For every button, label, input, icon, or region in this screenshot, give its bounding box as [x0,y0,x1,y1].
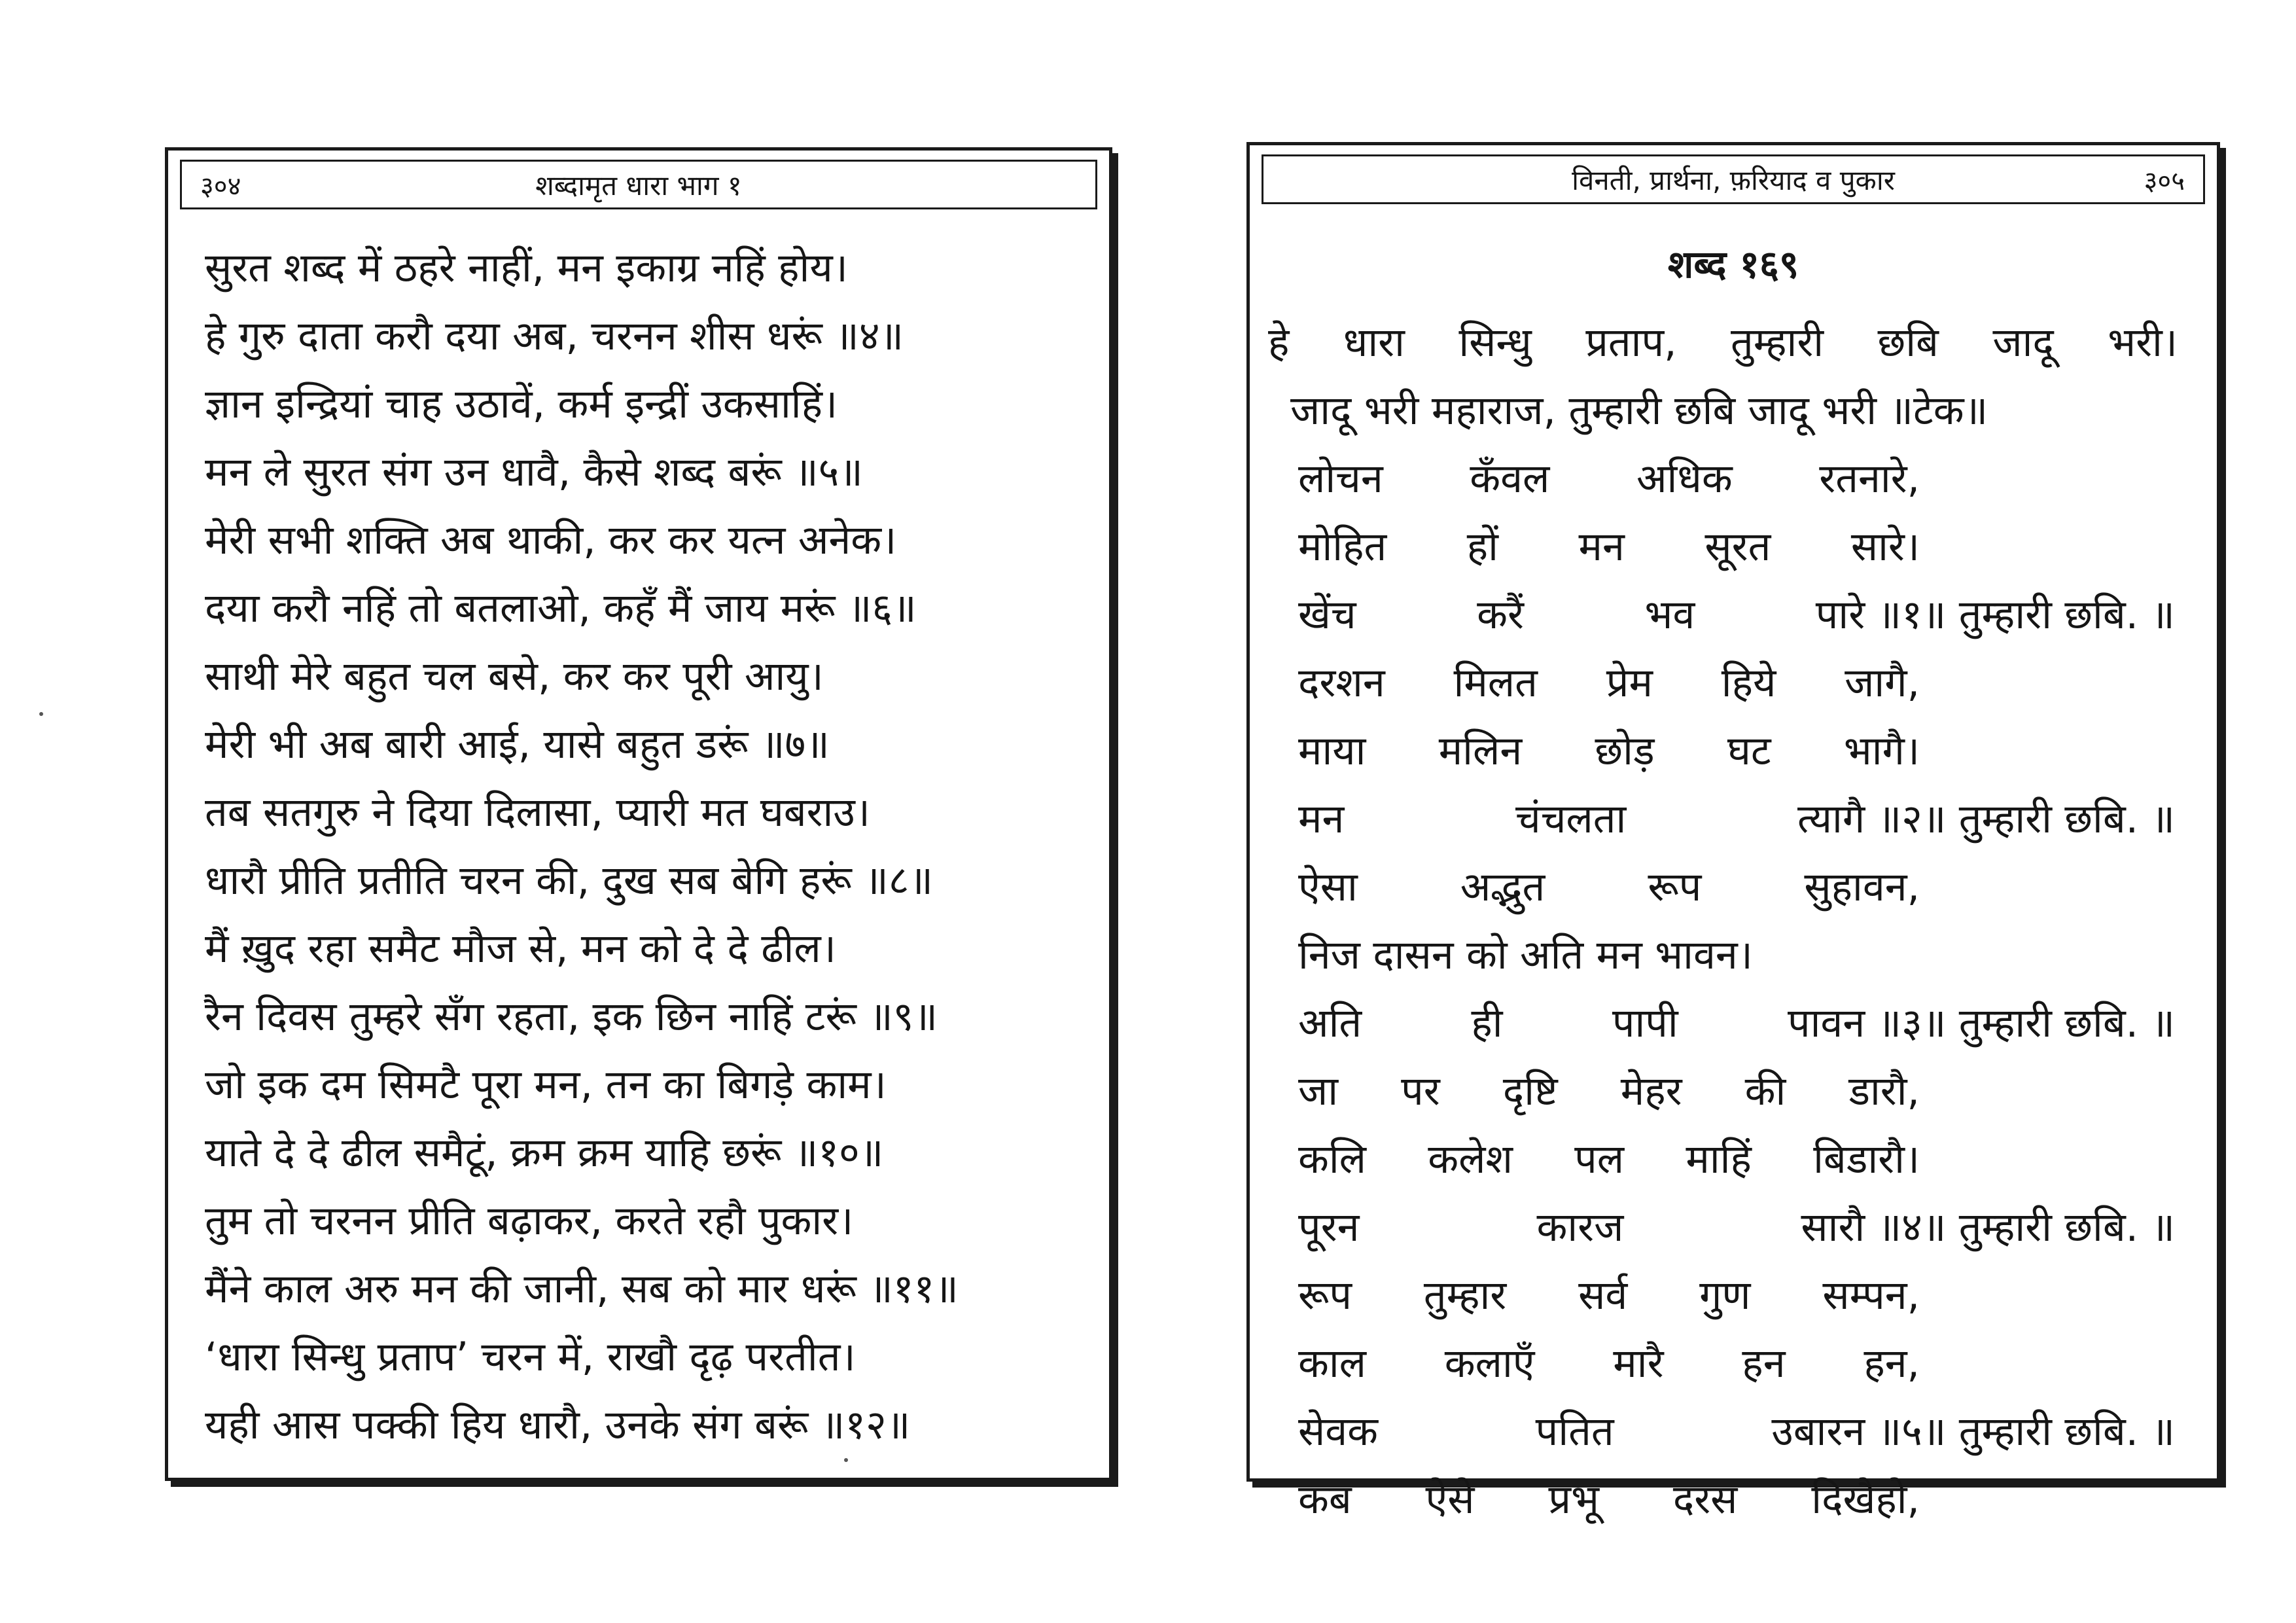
verse-word: सिन्धु [1458,319,1532,366]
verse-word: डारौ, [1848,1068,1920,1115]
verse-line [1298,717,1920,785]
verse-word: पूरन [1298,1204,1360,1251]
verse-word: जादू [1992,319,2054,366]
verse-line: हे गुरु दाता करौ दया अब, चरनन शीस धरूं ॥४॥ [205,313,904,359]
verse-line [1298,853,1920,921]
verse-word: छबि [1877,319,1939,366]
verse-word: तुम्हार [1423,1272,1507,1319]
verse-line [1298,513,1920,581]
verse-word: कब [1298,1476,1352,1523]
verse-line: मन ले सुरत संग उन धावै, कैसे शब्द बरूं ॥५॥ [205,449,863,495]
verse-word: अधिक [1636,455,1733,502]
verse-line [1298,1058,1920,1126]
verse-word: सारौ ॥४॥ तुम्हारी छबि. ॥ [1801,1204,2175,1251]
verse-line: मेरी भी अब बारी आई, यासे बहुत डरूं ॥७॥ [205,721,830,768]
verse-text [1268,309,2197,1534]
verse-word: मारै [1613,1340,1664,1387]
verse-word: सारे। [1850,524,1920,570]
verse-word: पल [1574,1136,1625,1183]
running-title: विनती, प्रार्थना, फ़रियाद व पुकार [1572,164,1895,196]
verse-word: मेहर [1620,1068,1682,1115]
page-number: ३०४ [200,171,241,202]
verse-line [1298,445,1920,513]
verse-word: रूप [1298,1272,1352,1319]
verse-word: कारज [1536,1204,1624,1251]
verse-word: प्रेम [1606,660,1653,706]
verse-word: गुण [1699,1272,1751,1319]
verse-word: सर्व [1578,1272,1628,1319]
verse-word: निज दासन को अति मन भावन। [1298,932,1753,978]
verse-line: सुरत शब्द में ठहरे नाहीं, मन इकाग्र नहिं होय। [205,245,848,291]
verse-line: तब सतगुरु ने दिया दिलासा, प्यारी मत घबराउ। [205,789,870,836]
verse-line: ज्ञान इन्द्रियां चाह उठावें, कर्म इन्द्रीं उकसाहिं। [205,381,838,427]
verse-word: मोहित [1298,524,1387,570]
verse-line [1268,309,2178,377]
verse-word: धारा [1343,319,1405,366]
verse-line [1298,990,2175,1058]
verse-line [1298,1466,1920,1534]
verse-word: पर [1401,1068,1440,1115]
hymn-heading: शब्द १६९ [1667,242,1799,287]
verse-word: भागै। [1843,728,1920,774]
verse-word: हन [1742,1340,1786,1387]
verse-word: त्यागै ॥२॥ तुम्हारी छबि. ॥ [1797,796,2175,842]
verse-word: सेवक [1298,1408,1379,1455]
scan-speck [39,712,43,716]
verse-word: उबारन ॥५॥ तुम्हारी छबि. ॥ [1771,1408,2175,1455]
right-page [1246,142,2220,1523]
verse-word: ऐसे [1425,1476,1475,1523]
verse-word: बिडारौ। [1813,1136,1920,1183]
verse-word: दरशन [1298,660,1385,706]
verse-word: दिखैहो, [1811,1476,1920,1523]
verse-word: मन [1298,796,1345,842]
verse-word: दरस [1672,1476,1738,1523]
verse-word: छोड़ [1595,728,1655,774]
verse-line: यही आस पक्की हिय धारौ, उनके संग बरूं ॥१२॥ [205,1402,911,1448]
verse-word: घट [1727,728,1771,774]
verse-line [1298,785,2175,853]
verse-word: रूप [1648,864,1702,910]
verse-word: हन, [1863,1340,1920,1387]
verse-word: रतनारे, [1819,455,1920,502]
verse-word: मलिन [1438,728,1523,774]
verse-line: ‘धारा सिन्धु प्रताप’ चरन में, राखौ दृढ़ परतीत। [205,1334,856,1380]
verse-line: साथी मेरे बहुत चल बसे, कर कर पूरी आयु। [205,653,824,700]
page-number: ३०५ [2144,166,2185,196]
verse-line: मैं ख़ुद रहा समैट मौज से, मन को दे दे ढील। [205,925,836,972]
verse-word: जागै, [1845,660,1920,706]
verse-word: सूरत [1704,524,1771,570]
verse-line [1298,581,2175,649]
verse-line [1298,1262,1920,1330]
verse-word: पतित [1535,1408,1614,1455]
verse-word: भव [1644,592,1695,638]
verse-word: सम्पन, [1822,1272,1920,1319]
verse-line: धारौ प्रीति प्रतीति चरन की, दुख सब बेगि हरूं ॥८॥ [205,857,933,904]
verse-word: तुम्हारी [1730,319,1824,366]
verse-word: सुहावन, [1804,864,1920,910]
scan-speck [844,1458,848,1462]
verse-word: खेंच [1298,592,1356,638]
page-header [180,160,1097,209]
running-title: शब्दामृत धारा भाग १ [535,169,742,202]
verse-line [1298,921,1920,990]
verse-word: जा [1298,1068,1339,1115]
verse-word: हों [1466,524,1498,570]
verse-word: मिलत [1453,660,1538,706]
verse-word: अद्भुत [1460,864,1545,910]
verse-word: काल [1298,1340,1367,1387]
verse-word: मन [1578,524,1625,570]
verse-word: कँवल [1470,455,1550,502]
verse-word: जादू भरी महाराज, तुम्हारी छबि जादू भरी ॥टेक॥ [1290,387,1988,434]
left-page [165,147,1112,1481]
verse-line [1298,1194,2175,1262]
verse-word: पापी [1612,1000,1678,1046]
verse-line: दया करौ नहिं तो बतलाओ, कहँ मैं जाय मरूं ॥६॥ [205,585,917,632]
verse-word: माया [1298,728,1366,774]
verse-word: हे [1268,319,1290,366]
verse-word: भरी। [2108,319,2178,366]
verse-line: जो इक दम सिमटै पूरा मन, तन का बिगड़े काम। [205,1061,887,1108]
page-header [1262,154,2205,204]
verse-line: याते दे दे ढील समैटूं, क्रम क्रम याहि छरूं ॥१०॥ [205,1130,884,1176]
verse-line [1298,649,1920,717]
verse-line [1290,377,2167,445]
verse-word: कलाएँ [1444,1340,1535,1387]
verse-word: कलि [1298,1136,1367,1183]
verse-line: मेरी सभी शक्ति अब थाकी, कर कर यत्न अनेक। [205,517,897,563]
verse-line: रैन दिवस तुम्हरे सँग रहता, इक छिन नाहिं टरूं ॥९॥ [205,993,938,1040]
verse-word: अति [1298,1000,1362,1046]
verse-word: ऐसा [1298,864,1358,910]
verse-word: कलेश [1428,1136,1513,1183]
verse-word: पावन ॥३॥ तुम्हारी छबि. ॥ [1787,1000,2175,1046]
verse-line: मैंने काल अरु मन की जानी, सब को मार धरूं ॥११॥ [205,1266,959,1312]
verse-line [1298,1126,1920,1194]
verse-line: तुम तो चरनन प्रीति बढ़ाकर, करते रहौ पुकार। [205,1198,854,1244]
verse-word: प्रताप, [1585,319,1677,366]
verse-word: हिये [1721,660,1776,706]
verse-text [205,234,1089,1459]
verse-line [1298,1398,2175,1466]
verse-word: चंचलता [1515,796,1627,842]
verse-word: करैं [1477,592,1524,638]
verse-word: पारे ॥१॥ तुम्हारी छबि. ॥ [1815,592,2175,638]
verse-word: माहिं [1686,1136,1752,1183]
verse-word: दृष्टि [1502,1068,1558,1115]
verse-word: ही [1471,1000,1503,1046]
verse-word: लोचन [1298,455,1383,502]
verse-word: प्रभू [1548,1476,1599,1523]
verse-line [1298,1330,1920,1398]
verse-word: की [1744,1068,1786,1115]
